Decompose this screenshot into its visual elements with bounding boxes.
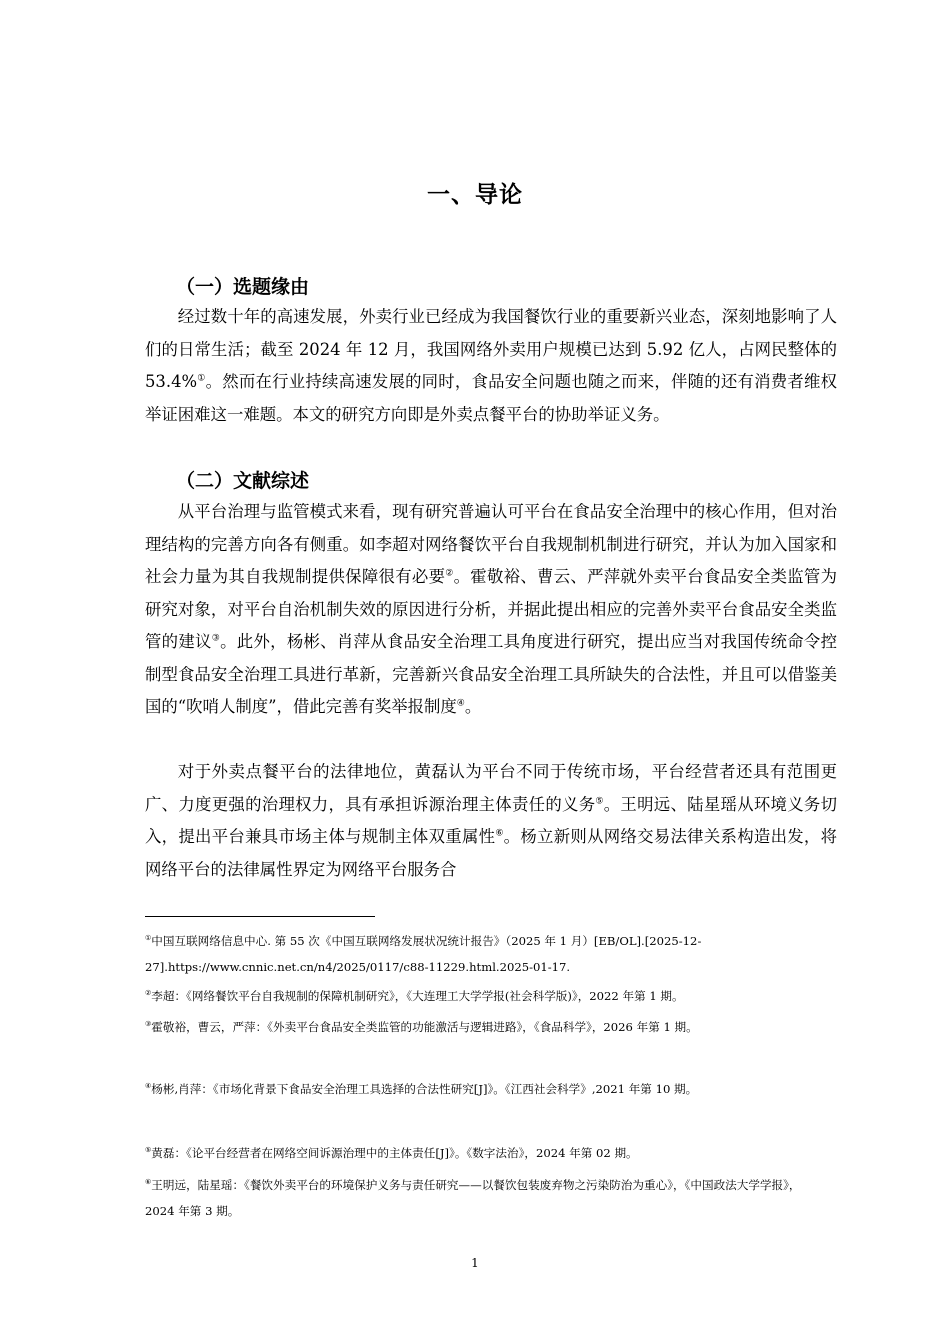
footnote-ref-4[interactable]: ④ <box>456 698 465 709</box>
chapter-title: 一、导论 <box>427 182 523 208</box>
footnote-6: ⑥王明远，陆星瑶：《餐饮外卖平台的环境保护义务与责任研究——以餐饮包装废弃物之污染防治为重心》，《中国政法大学学报》，2024 年第 3 期。 <box>145 1178 801 1218</box>
footnote-3: ③霍敬裕，曹云，严萍：《外卖平台食品安全类监管的功能激活与逻辑进路》，《食品科学》，2026 年第 1 期。 <box>145 1020 698 1034</box>
footnote-5: ⑤黄磊：《论平台经营者在网络空间诉源治理中的主体责任[J]》。《数字法治》，2024 年第 02 期。 <box>145 1146 638 1160</box>
footnote-1: ①中国互联网络信息中心. 第 55 次《中国互联网络发展状况统计报告》（2025 年 1 月）[EB/OL].[2025-12-27].https://www.cnnic.net.cn/n4/2025/0117/c88-11229.html.2025-01-17. <box>145 934 702 974</box>
section-heading-reason: （一）选题缘由 <box>176 276 310 298</box>
paragraph-literature-1: 从平台治理与监管模式来看，现有研究普遍认可平台在食品安全治理中的核心作用，但对治理结构的完善方向各有侧重。如李超对网络餐饮平台自我规制机制进行研究，并认为加入国家和社会力量为其自我规制提供保障很有必要②。霍敬裕、曹云、严萍就外卖平台食品安全类监管为研究对象，对平台自治机制失效的原因进行分析，并据此提出相应的完善外卖平台食品安全类监管的建议③。此外，杨彬、肖萍从食品安全治理工具角度进行研究，提出应当对我国传统命令控制型食品安全治理工具进行革新，完善新兴食品安全治理工具所缺失的合法性，并且可以借鉴美国的“吹哨人制度”，借此完善有奖举报制度④。 <box>145 502 837 716</box>
footnote-ref-1[interactable]: ① <box>197 373 206 384</box>
paragraph-reason: 经过数十年的高速发展，外卖行业已经成为我国餐饮行业的重要新兴业态，深刻地影响了人们的日常生活；截至 2024 年 12 月，我国网络外卖用户规模已达到 5.92 亿人，占网民整体的 53.4%①。然而在行业持续高速发展的同时，食品安全问题也随之而来，伴随的还有消费者维权举证困难这一难题。本文的研究方向即是外卖点餐平台的协助举证义务。 <box>145 307 837 424</box>
footnote-ref-3[interactable]: ③ <box>211 633 221 644</box>
footnote-ref-5[interactable]: ⑤ <box>595 796 604 807</box>
footnote-ref-2[interactable]: ② <box>445 568 454 579</box>
footnote-2: ②李超：《网络餐饮平台自我规制的保障机制研究》，《大连理工大学学报(社会科学版)》，2022 年第 1 期。 <box>145 989 684 1003</box>
footnote-4: ④杨彬,肖萍：《市场化背景下食品安全治理工具选择的合法性研究[J]》。《江西社会科学》,2021 年第 10 期。 <box>145 1082 698 1096</box>
page-number: 1 <box>471 1256 479 1270</box>
footnote-separator <box>145 916 375 917</box>
footnote-ref-6[interactable]: ⑥ <box>495 828 504 839</box>
paragraph-literature-2: 对于外卖点餐平台的法律地位，黄磊认为平台不同于传统市场，平台经营者还具有范围更广、力度更强的治理权力，具有承担诉源治理主体责任的义务⑤。王明远、陆星瑶从环境义务切入，提出平台兼具市场主体与规制主体双重属性⑥。杨立新则从网络交易法律关系构造出发，将网络平台的法律属性界定为网络平台服务合 <box>145 762 838 879</box>
section-heading-literature: （二）文献综述 <box>176 470 310 492</box>
